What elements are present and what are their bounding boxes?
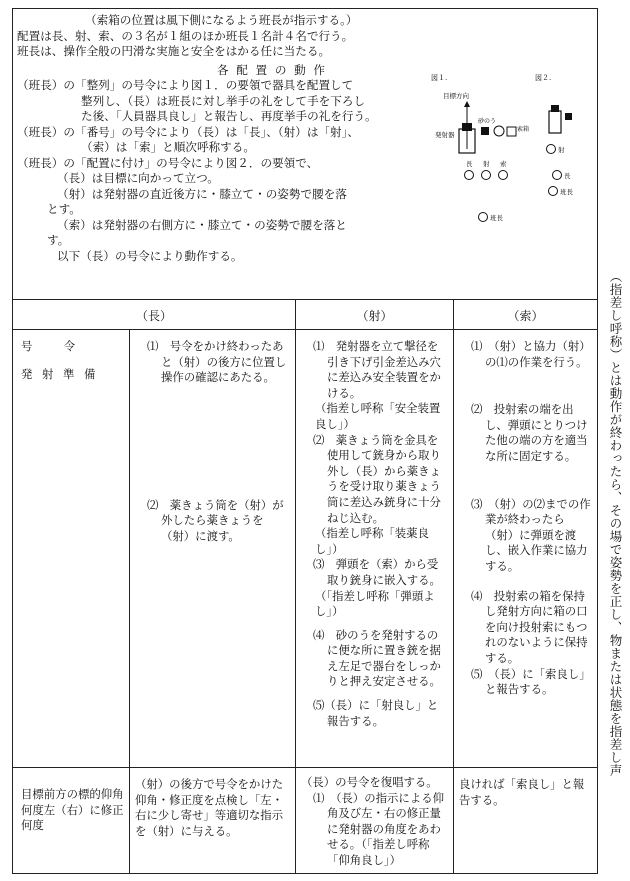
sha-step: ⑶ 弾頭を（索）から受取り銃身に嵌入する。 (313, 557, 441, 587)
sha-aim-line: （長）の号令を復唱する。 (301, 775, 438, 789)
column-rule (295, 299, 296, 874)
intro-line: （長）は目標に向かって立つ。 (57, 171, 219, 185)
row-label-prep: 発 射 準 備 (21, 366, 99, 381)
fig2-hancho-label: 班長 (560, 188, 573, 196)
target-direction-label: 目標方向 (443, 92, 469, 100)
sandbag-label: 砂のう (478, 118, 497, 125)
fig2-person-cho-icon (553, 171, 562, 180)
saku-step: ⑴ （射）と協力（射）の⑴の作業を行う。 (471, 339, 591, 369)
intro-line: （班長）の「番号」の号令により（長）は「長」、（射）は「射」、 (17, 124, 360, 139)
fig1-saku-label: 索 (500, 160, 507, 168)
saku-step: ⑶ （射）の⑵までの作業が終わったら（射）に弾頭を渡し、嵌入作業に協力する。 (471, 496, 591, 573)
saku-step: ⑵ 投射索の端を出し、弾頭にとりつけた他の端の方を適当な所に固定する。 (471, 402, 588, 463)
intro-block (17, 13, 417, 264)
sha-step-note: （「指差し呼称「弾頭よし」） (315, 588, 435, 619)
rope-box-icon (507, 127, 516, 136)
saku-step: ⑷ 投射索の箱を保持し発射方向に箱の口を向け投射索にもつれのないように保持する。 (471, 588, 588, 665)
sandbag-icon (481, 127, 489, 135)
person-sha-icon (482, 171, 491, 180)
sha-step: ⑷ 砂のうを発射するのに便な所に置き銃を据え左足で器台をしっかりと押え安定させる。 (313, 627, 441, 689)
fig2-launcher-icon (549, 111, 561, 133)
intro-line: 以下（長）の号令により動作する。 (57, 248, 243, 263)
saku-aim-text: 良ければ「索良し」と報告する。 (459, 777, 585, 807)
row-label-command: 号 令 (21, 339, 86, 353)
procedure-table (12, 8, 598, 874)
sha-aim (301, 775, 449, 869)
sha-steps (301, 339, 449, 729)
column-rule (453, 299, 454, 874)
cho-steps (135, 339, 289, 545)
fig1-label: 図１. (431, 74, 448, 82)
fig2-person-sha-icon (547, 145, 556, 154)
person-cho-icon (465, 171, 474, 180)
arrow-head-icon (464, 101, 470, 107)
ammo-icon (494, 126, 504, 136)
launcher-label: 発射器 (435, 131, 455, 139)
intro-line: とす。 (47, 202, 81, 216)
row-label-aim: 目標前方の標的仰角何度左（右）に修正何度 (21, 787, 124, 833)
intro-line: （班長）の「整列」の号令により図１．の要領で器具を配置して (17, 78, 354, 92)
person-saku-icon (499, 171, 508, 180)
row-label-column (21, 339, 125, 382)
fig1-hancho-label: 班長 (490, 214, 503, 222)
sha-step-note: （指差し呼称「装薬良し」） (315, 526, 429, 556)
column-header-sha: （射） (356, 309, 393, 323)
intro-line: 班長は、操作全般の円滑な実施と安全をはかる任に当たる。 (17, 44, 331, 58)
intro-line: （索）は発射器の右側方に・膝立て・の姿勢で腰を落と (57, 217, 347, 232)
table-header-top-rule (13, 299, 597, 300)
cho-aim-text: （射）の後方で号令をかけた仰角・修正度を点検し「左・右に少し寄せ」等適切な指示を（射）に与える。 (135, 777, 284, 838)
cho-step: ⑴ 号令をかけ終わったあと（射）の後方に位置し操作の確認にあたる。 (147, 339, 287, 385)
side-note: （指差し呼称）とは動作が終わったら、その場で姿勢を正し、物または状態を指差し声 (608, 270, 623, 777)
arrangement-figures (423, 71, 593, 241)
column-header-saku: （索） (507, 309, 544, 323)
column-rule (129, 329, 130, 874)
fig2-launcher-top-icon (551, 105, 559, 112)
intro-line: 整列し、（長）は班長に対し挙手の礼をして手を下ろし (81, 93, 366, 108)
intro-line: （班長）の「配置に付け」の号令により図２．の要領で、 (17, 155, 319, 170)
sha-step: ⑵ 薬きょう筒を金具を使用して銃身から取り外し（長）から薬きょうを受け取り薬きょう筒に差込み銃身に十分ねじ込む。 (313, 432, 441, 525)
intro-line: す。 (47, 233, 70, 247)
fig2-person-hancho-icon (549, 187, 558, 196)
fig1-cho-label: 長 (466, 160, 473, 168)
fig1-sha-label: 射 (483, 160, 490, 168)
launcher-top-icon (462, 123, 472, 131)
fig2-label: 図２. (535, 74, 552, 82)
fig2-sha-label: 射 (558, 146, 565, 154)
intro-line: た後、「人員器具良し」と報告し、再度挙手の礼を行う。 (81, 109, 377, 123)
rope-box-label: 索箱 (517, 126, 530, 133)
cho-step: ⑵ 薬きょう筒を（射）が外したら薬きょうを（射）に渡す。 (147, 497, 284, 543)
fig2-sandbag-icon (565, 113, 572, 120)
intro-line: （索）は「索」と順次呼称する。 (81, 140, 255, 154)
table-header-bottom-rule (13, 329, 597, 330)
saku-steps (459, 339, 593, 698)
sha-aim-line: ⑴ （長）の指示による仰角及び左・右の修正量に発射器の角度をあわせる。（「指差し呼称「仰角良し」） (313, 790, 444, 867)
sha-step: ⑸（長）に「射良し」と報告する。 (313, 698, 439, 728)
saku-step: ⑸ （長）に「索良し」と報告する。 (471, 666, 591, 697)
intro-line: （射）は発射器の直近後方に・膝立て・の姿勢で腰を落 (57, 186, 347, 201)
intro-line: （索箱の位置は風下側になるよう班長が指示する。） (85, 13, 358, 27)
intro-line: 配置は長、射、索、の３名が１組のほか班長１名計４名で行う。 (17, 28, 354, 43)
fig2-cho-label: 長 (564, 172, 571, 180)
sha-step-note: （指差し呼称「安全装置良し」） (315, 401, 441, 431)
table-row-rule (13, 767, 597, 768)
person-hancho-icon (479, 213, 488, 222)
column-header-cho: （長） (135, 309, 172, 323)
section-title: 各 配 置 の 動 作 (217, 62, 327, 77)
sha-step: ⑴ 発射器を立て撃径を引き下げ引金差込み穴に差込み安全装置をかける。 (313, 339, 441, 400)
